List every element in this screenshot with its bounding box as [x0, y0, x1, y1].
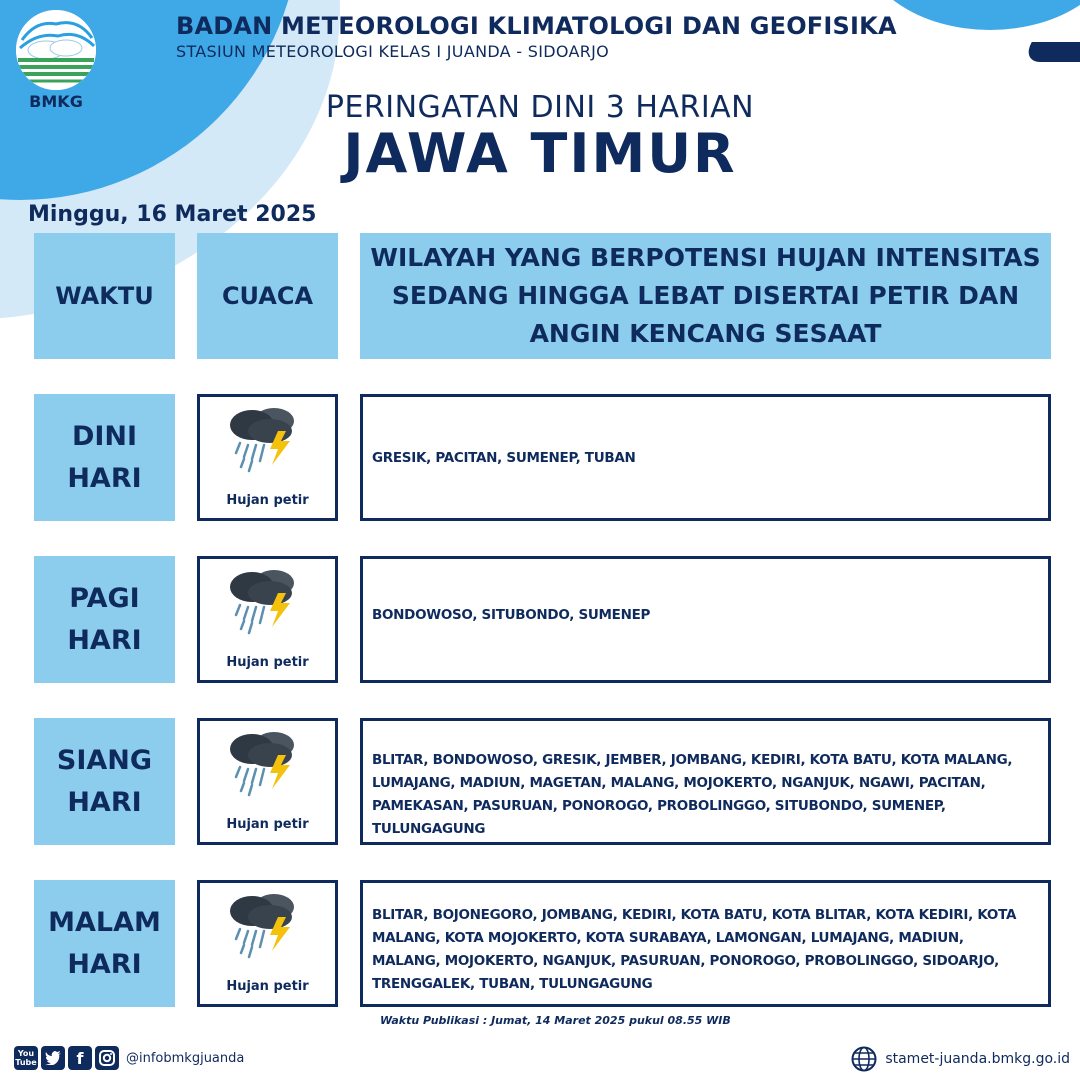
- weather-label: Hujan petir: [226, 493, 309, 508]
- header-wilayah: WILAYAH YANG BERPOTENSI HUJAN INTENSITAS SEDANG HINGGA LEBAT DISERTAI PETIR DAN ANGIN KENCANG SESAAT: [360, 233, 1051, 359]
- weather-label: Hujan petir: [226, 979, 309, 994]
- time-cell-pagi-hari: PAGI HARI: [34, 556, 175, 683]
- youtube-icon[interactable]: You Tube: [14, 1046, 38, 1070]
- weather-label: Hujan petir: [226, 655, 309, 670]
- areas-cell: GRESIK, PACITAN, SUMENEP, TUBAN: [360, 394, 1051, 521]
- agency-name: BADAN METEOROLOGI KLIMATOLOGI DAN GEOFISIKA: [176, 12, 897, 40]
- forecast-date: Minggu, 16 Maret 2025: [28, 202, 317, 227]
- areas-cell: BLITAR, BONDOWOSO, GRESIK, JEMBER, JOMBANG, KEDIRI, KOTA BATU, KOTA MALANG, LUMAJANG, MADIUN, MAGETAN, MALANG, MOJOKERTO, NGANJUK, NGAWI, PACITAN, PAMEKASAN, PASURUAN, PONOROGO, PROBOLINGGO, SITUBONDO, SUMENEP, TULUNGAGUNG: [360, 718, 1051, 845]
- website-url[interactable]: stamet-juanda.bmkg.go.id: [885, 1051, 1070, 1067]
- social-links: [14, 1046, 244, 1070]
- weather-cell: [197, 880, 338, 1007]
- twitter-icon[interactable]: [41, 1046, 65, 1070]
- logo-text: BMKG: [29, 92, 83, 111]
- time-cell-siang-hari: SIANG HARI: [34, 718, 175, 845]
- areas-cell: BLITAR, BOJONEGORO, JOMBANG, KEDIRI, KOTA BATU, KOTA BLITAR, KOTA KEDIRI, KOTA MALANG, KOTA MOJOKERTO, KOTA SURABAYA, LAMONGAN, LUMAJANG, MADIUN, MALANG, MOJOKERTO, NGANJUK, PASURUAN, PONOROGO, PROBOLINGGO, SIDOARJO, TRENGGALEK, TUBAN, TULUNGAGUNG: [360, 880, 1051, 1007]
- background-accent: [1020, 42, 1080, 62]
- instagram-icon[interactable]: [95, 1046, 119, 1070]
- page-subtitle: PERINGATAN DINI 3 HARIAN: [325, 90, 755, 125]
- areas-cell: BONDOWOSO, SITUBONDO, SUMENEP: [360, 556, 1051, 683]
- time-cell-malam-hari: MALAM HARI: [34, 880, 175, 1007]
- weather-cell: [197, 394, 338, 521]
- header-waktu: WAKTU: [34, 233, 175, 359]
- globe-icon: [851, 1046, 877, 1072]
- weather-cell: [197, 718, 338, 845]
- station-name: STASIUN METEOROLOGI KELAS I JUANDA - SIDOARJO: [176, 42, 610, 61]
- facebook-icon[interactable]: f: [68, 1046, 92, 1070]
- logo-emblem: [16, 10, 96, 90]
- thunderstorm-icon: [222, 889, 304, 961]
- page-title: JAWA TIMUR: [343, 122, 737, 185]
- social-handle[interactable]: @infobmkgjuanda: [126, 1050, 245, 1066]
- thunderstorm-icon: [222, 565, 304, 637]
- weather-label: Hujan petir: [226, 817, 309, 832]
- website-link[interactable]: [851, 1046, 1070, 1072]
- time-cell-dini-hari: DINI HARI: [34, 394, 175, 521]
- publication-time: Waktu Publikasi : Jumat, 14 Maret 2025 pukul 08.55 WIB: [380, 1014, 731, 1027]
- thunderstorm-icon: [222, 403, 304, 475]
- weather-cell: [197, 556, 338, 683]
- thunderstorm-icon: [222, 727, 304, 799]
- header-cuaca: CUACA: [197, 233, 338, 359]
